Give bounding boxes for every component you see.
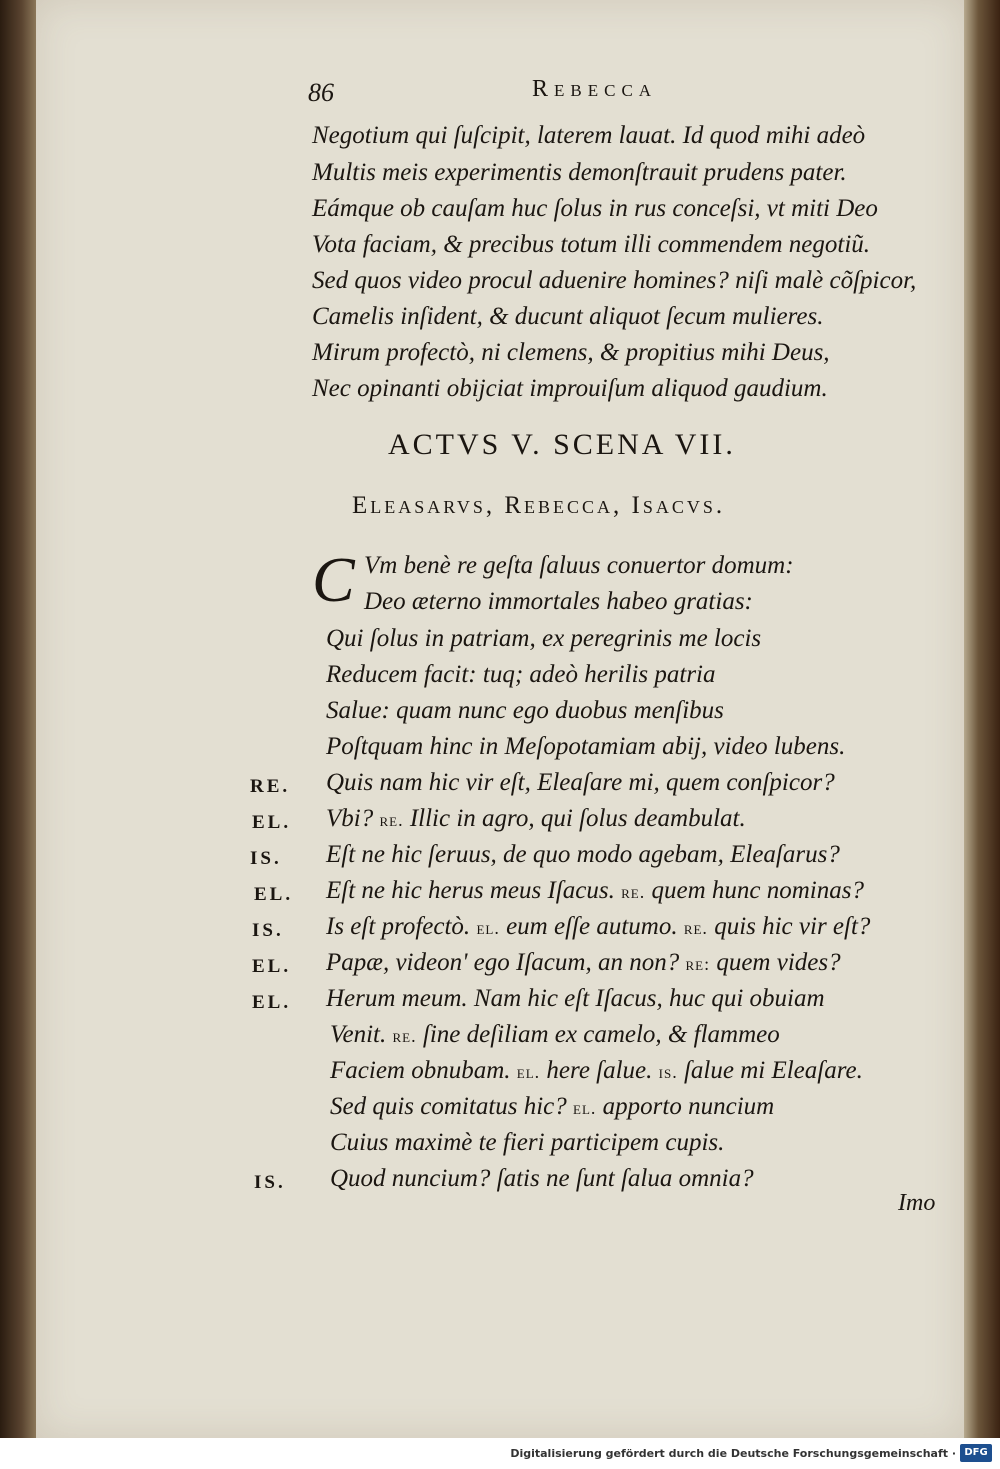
dialogue-text: quis hic vir eſt? [714, 913, 871, 940]
speaker-mark: re. [683, 918, 708, 938]
speaker-label: EL. [252, 992, 292, 1013]
dialogue-text: Eſt ne hic herus meus Iſacus. [326, 877, 615, 904]
speaker-label: EL. [252, 956, 292, 977]
dialogue-text: apporto nuncium [602, 1093, 775, 1120]
funding-credit: Digitalisierung gefördert durch die Deutsche Forschungsgemeinschaft · [510, 1447, 956, 1460]
dialogue-text: quem hunc nominas? [651, 877, 864, 904]
dialogue-text: Vbi? [326, 805, 374, 832]
speaker-mark: re: [685, 954, 711, 974]
page-number: 86 [308, 78, 334, 107]
speaker-label: RE. [250, 776, 291, 797]
dialogue-line: Herum meum. Nam hic eſt Iſacus, huc qui obuiam [326, 985, 825, 1012]
dialogue-line: Eſt ne hic ſeruus, de quo modo agebam, Eleaſarus? [326, 841, 840, 868]
dialogue-text: Papæ, videon' ego Iſacum, an non? [326, 949, 680, 976]
verse-line: Sed quos video procul aduenire homines? niſi malè cõſpicor, [312, 267, 917, 294]
verse-line: Nec opinanti obijciat improuiſum aliquod gaudium. [312, 375, 828, 402]
dialogue-line: Deo æterno immortales habeo gratias: [364, 588, 753, 615]
dialogue-line: Qui ſolus in patriam, ex peregrinis me locis [326, 625, 762, 652]
dialogue-text: Sed quis comitatus hic? [330, 1093, 567, 1120]
speaker-label: EL. [254, 884, 294, 905]
book-edge-right [964, 0, 1000, 1438]
dialogue-line [326, 805, 746, 833]
dialogue-text: Illic in agro, qui ſolus deambulat. [409, 805, 746, 832]
catchword: Imo [898, 1190, 936, 1216]
dialogue-line: Salue: quam nunc ego duobus menſibus [326, 697, 724, 724]
dialogue-line [330, 1093, 774, 1121]
dialogue-text: quem vides? [716, 949, 841, 976]
verse-line: Camelis inſident, & ducunt aliquot ſecum mulieres. [312, 303, 824, 330]
dialogue-text: ſine deſiliam ex camelo, & flammeo [422, 1021, 780, 1048]
running-head: Rebecca [532, 76, 658, 102]
dialogue-line: Quod nuncium? ſatis ne ſunt ſalua omnia? [330, 1165, 754, 1192]
book-edge-left [0, 0, 36, 1438]
drop-cap: C [312, 544, 355, 615]
dialogue-line [330, 1057, 863, 1085]
speaker-label: IS. [254, 1172, 286, 1193]
verse-line: Eámque ob cauſam huc ſolus in rus conceſsi, vt miti Deo [312, 195, 878, 222]
dialogue-line [326, 949, 841, 977]
dialogue-text: Faciem obnubam. [330, 1057, 511, 1084]
verse-line: Vota faciam, & precibus totum illi commendem negotiũ. [312, 231, 871, 258]
dialogue-line [326, 877, 864, 905]
verse-line: Multis meis experimentis demonſtrauit prudens pater. [312, 159, 847, 186]
dialogue-text: Venit. [330, 1021, 387, 1048]
speaker-mark: el. [573, 1098, 597, 1118]
speaker-label: EL. [252, 812, 292, 833]
dialogue-line [326, 913, 870, 941]
dialogue-line [330, 1021, 780, 1049]
speaker-mark: el. [476, 918, 500, 938]
speaker-mark: re. [379, 810, 404, 830]
dialogue-line: Poſtquam hinc in Meſopotamiam abij, video lubens. [326, 733, 846, 760]
dfg-logo-icon: DFG [960, 1444, 992, 1462]
speaker-mark: el. [516, 1062, 541, 1082]
dialogue-line: Vm benè re geſta ſaluus conuertor domum: [364, 552, 794, 579]
verse-line: Mirum profectò, ni clemens, & propitius mihi Deus, [312, 339, 830, 366]
dialogue-line: Quis nam hic vir eſt, Eleaſare mi, quem conſpicor? [326, 769, 835, 796]
dialogue-line: Reducem facit: tuq; adeò herilis patria [326, 661, 716, 688]
dialogue-text: here ſalue. [546, 1057, 653, 1084]
dialogue-text: Is eſt profectò. [326, 913, 471, 940]
speaker-label: IS. [252, 920, 284, 941]
dialogue-text: ſalue mi Eleaſare. [683, 1057, 863, 1084]
dramatis-personae: Eleasarvs, Rebecca, Isacvs. [352, 492, 726, 519]
speaker-mark: re. [621, 882, 646, 902]
dialogue-text: eum eſſe autumo. [506, 913, 678, 940]
speaker-mark: is. [658, 1062, 678, 1082]
dialogue-line: Cuius maximè te fieri participem cupis. [330, 1129, 725, 1156]
speaker-mark: re. [392, 1026, 417, 1046]
scene-heading: ACTVS V. SCENA VII. [388, 428, 736, 461]
speaker-label: IS. [250, 848, 282, 869]
verse-line: Negotium qui ſuſcipit, laterem lauat. Id quod mihi adeò [312, 122, 866, 149]
